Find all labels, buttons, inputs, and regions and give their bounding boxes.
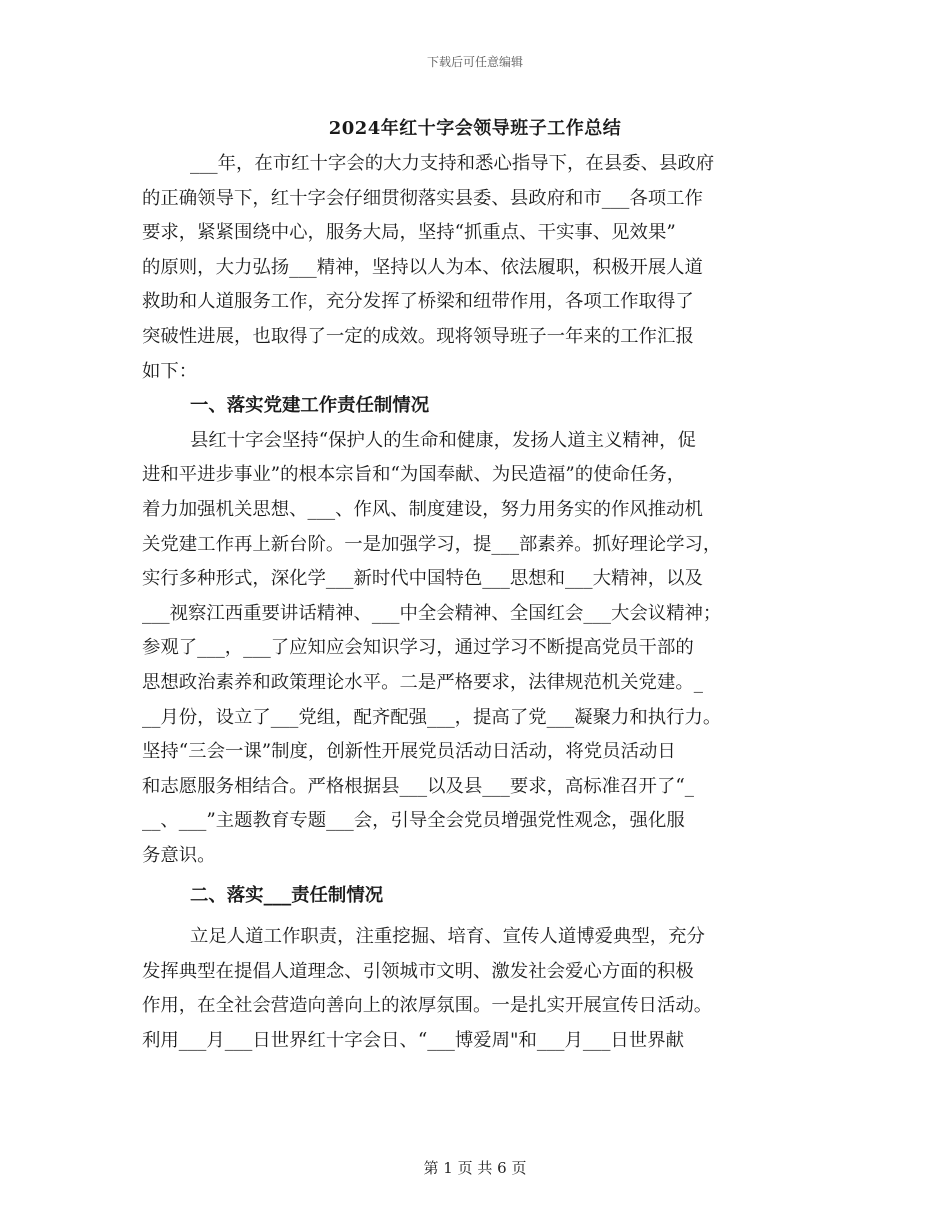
document-body: [142, 147, 812, 1058]
paragraph-line: 和志愿服务相结合。严格根据县___以及县___要求，高标准召开了“_: [142, 775, 694, 797]
paragraph-line: 进和平进步事业”的根本宗旨和“为国奉献、为民造福”的使命任务，: [142, 464, 686, 486]
paragraph-line: 坚持“三会一课”制度，创新性开展党员活动日活动，将党员活动日: [142, 741, 676, 763]
paragraph-line: 要求，紧紧围绕中心，服务大局，坚持“抓重点、干实事、见效果”: [142, 222, 676, 244]
paragraph-line: 如下：: [142, 360, 198, 382]
paragraph-line: 参观了___，___了应知应会知识学习，通过学习不断提高党员干部的: [142, 637, 694, 659]
paragraph-line: 思想政治素养和政策理论水平。二是严格要求，法律规范机关党建。_: [142, 671, 703, 693]
paragraph-line: 关党建工作再上新台阶。一是加强学习，提___部素养。抓好理论学习，: [142, 533, 722, 555]
section-heading-2: 二、落实___责任制情况: [190, 885, 384, 907]
paragraph-line: 的正确领导下，红十字会仔细贯彻落实县委、县政府和市___各项工作: [142, 187, 703, 209]
page-number: 第 1 页 共 6 页: [423, 1159, 527, 1177]
paragraph-line: ___视察江西重要讲话精神、___中全会精神、全国红会___大会议精神；: [142, 602, 722, 624]
paragraph-line: 救助和人道服务工作，充分发挥了桥梁和纽带作用，各项工作取得了: [142, 291, 694, 313]
paragraph-line: __、___”主题教育专题___会，引导全会党员增强党性观念，强化服: [142, 810, 685, 832]
paragraph-line: 着力加强机关思想、___、作风、制度建设，努力用务实的作风推动机: [142, 498, 703, 520]
paragraph-line: 作用，在全社会营造向善向上的浓厚氛围。一是扎实开展宣传日活动。: [142, 995, 713, 1017]
paragraph-line: 的原则，大力弘扬___精神，坚持以人为本、依法履职，积极开展人道: [142, 256, 703, 278]
paragraph-line: 突破性进展，也取得了一定的成效。现将领导班子一年来的工作汇报: [142, 325, 694, 347]
paragraph-line: 发挥典型在提倡人道理念、引领城市文明、激发社会爱心方面的积极: [142, 960, 694, 982]
paragraph-line: 实行多种形式，深化学___新时代中国特色___思想和___大精神，以及: [142, 568, 703, 590]
paragraph-line: 利用___月___日世界红十字会日、“___博爱周"和___月___日世界献: [142, 1029, 684, 1051]
paragraph-line: 县红十字会坚持“保护人的生命和健康，发扬人道主义精神，促: [190, 429, 696, 451]
section-heading-1: 一、落实党建工作责任制情况: [190, 395, 430, 417]
paragraph-line: __月份，设立了___党组，配齐配强___，提高了党___凝聚力和执行力。: [142, 706, 722, 728]
paragraph-line: 立足人道工作职责，注重挖掘、培育、宣传人道博爱典型，充分: [190, 926, 705, 948]
document-title: 2024年红十字会领导班子工作总结: [328, 118, 622, 139]
paragraph-line: ___年，在市红十字会的大力支持和悉心指导下，在县委、县政府: [190, 153, 715, 174]
page-header-note: 下载后可任意编辑: [426, 55, 523, 69]
paragraph-line: 务意识。: [142, 844, 216, 866]
